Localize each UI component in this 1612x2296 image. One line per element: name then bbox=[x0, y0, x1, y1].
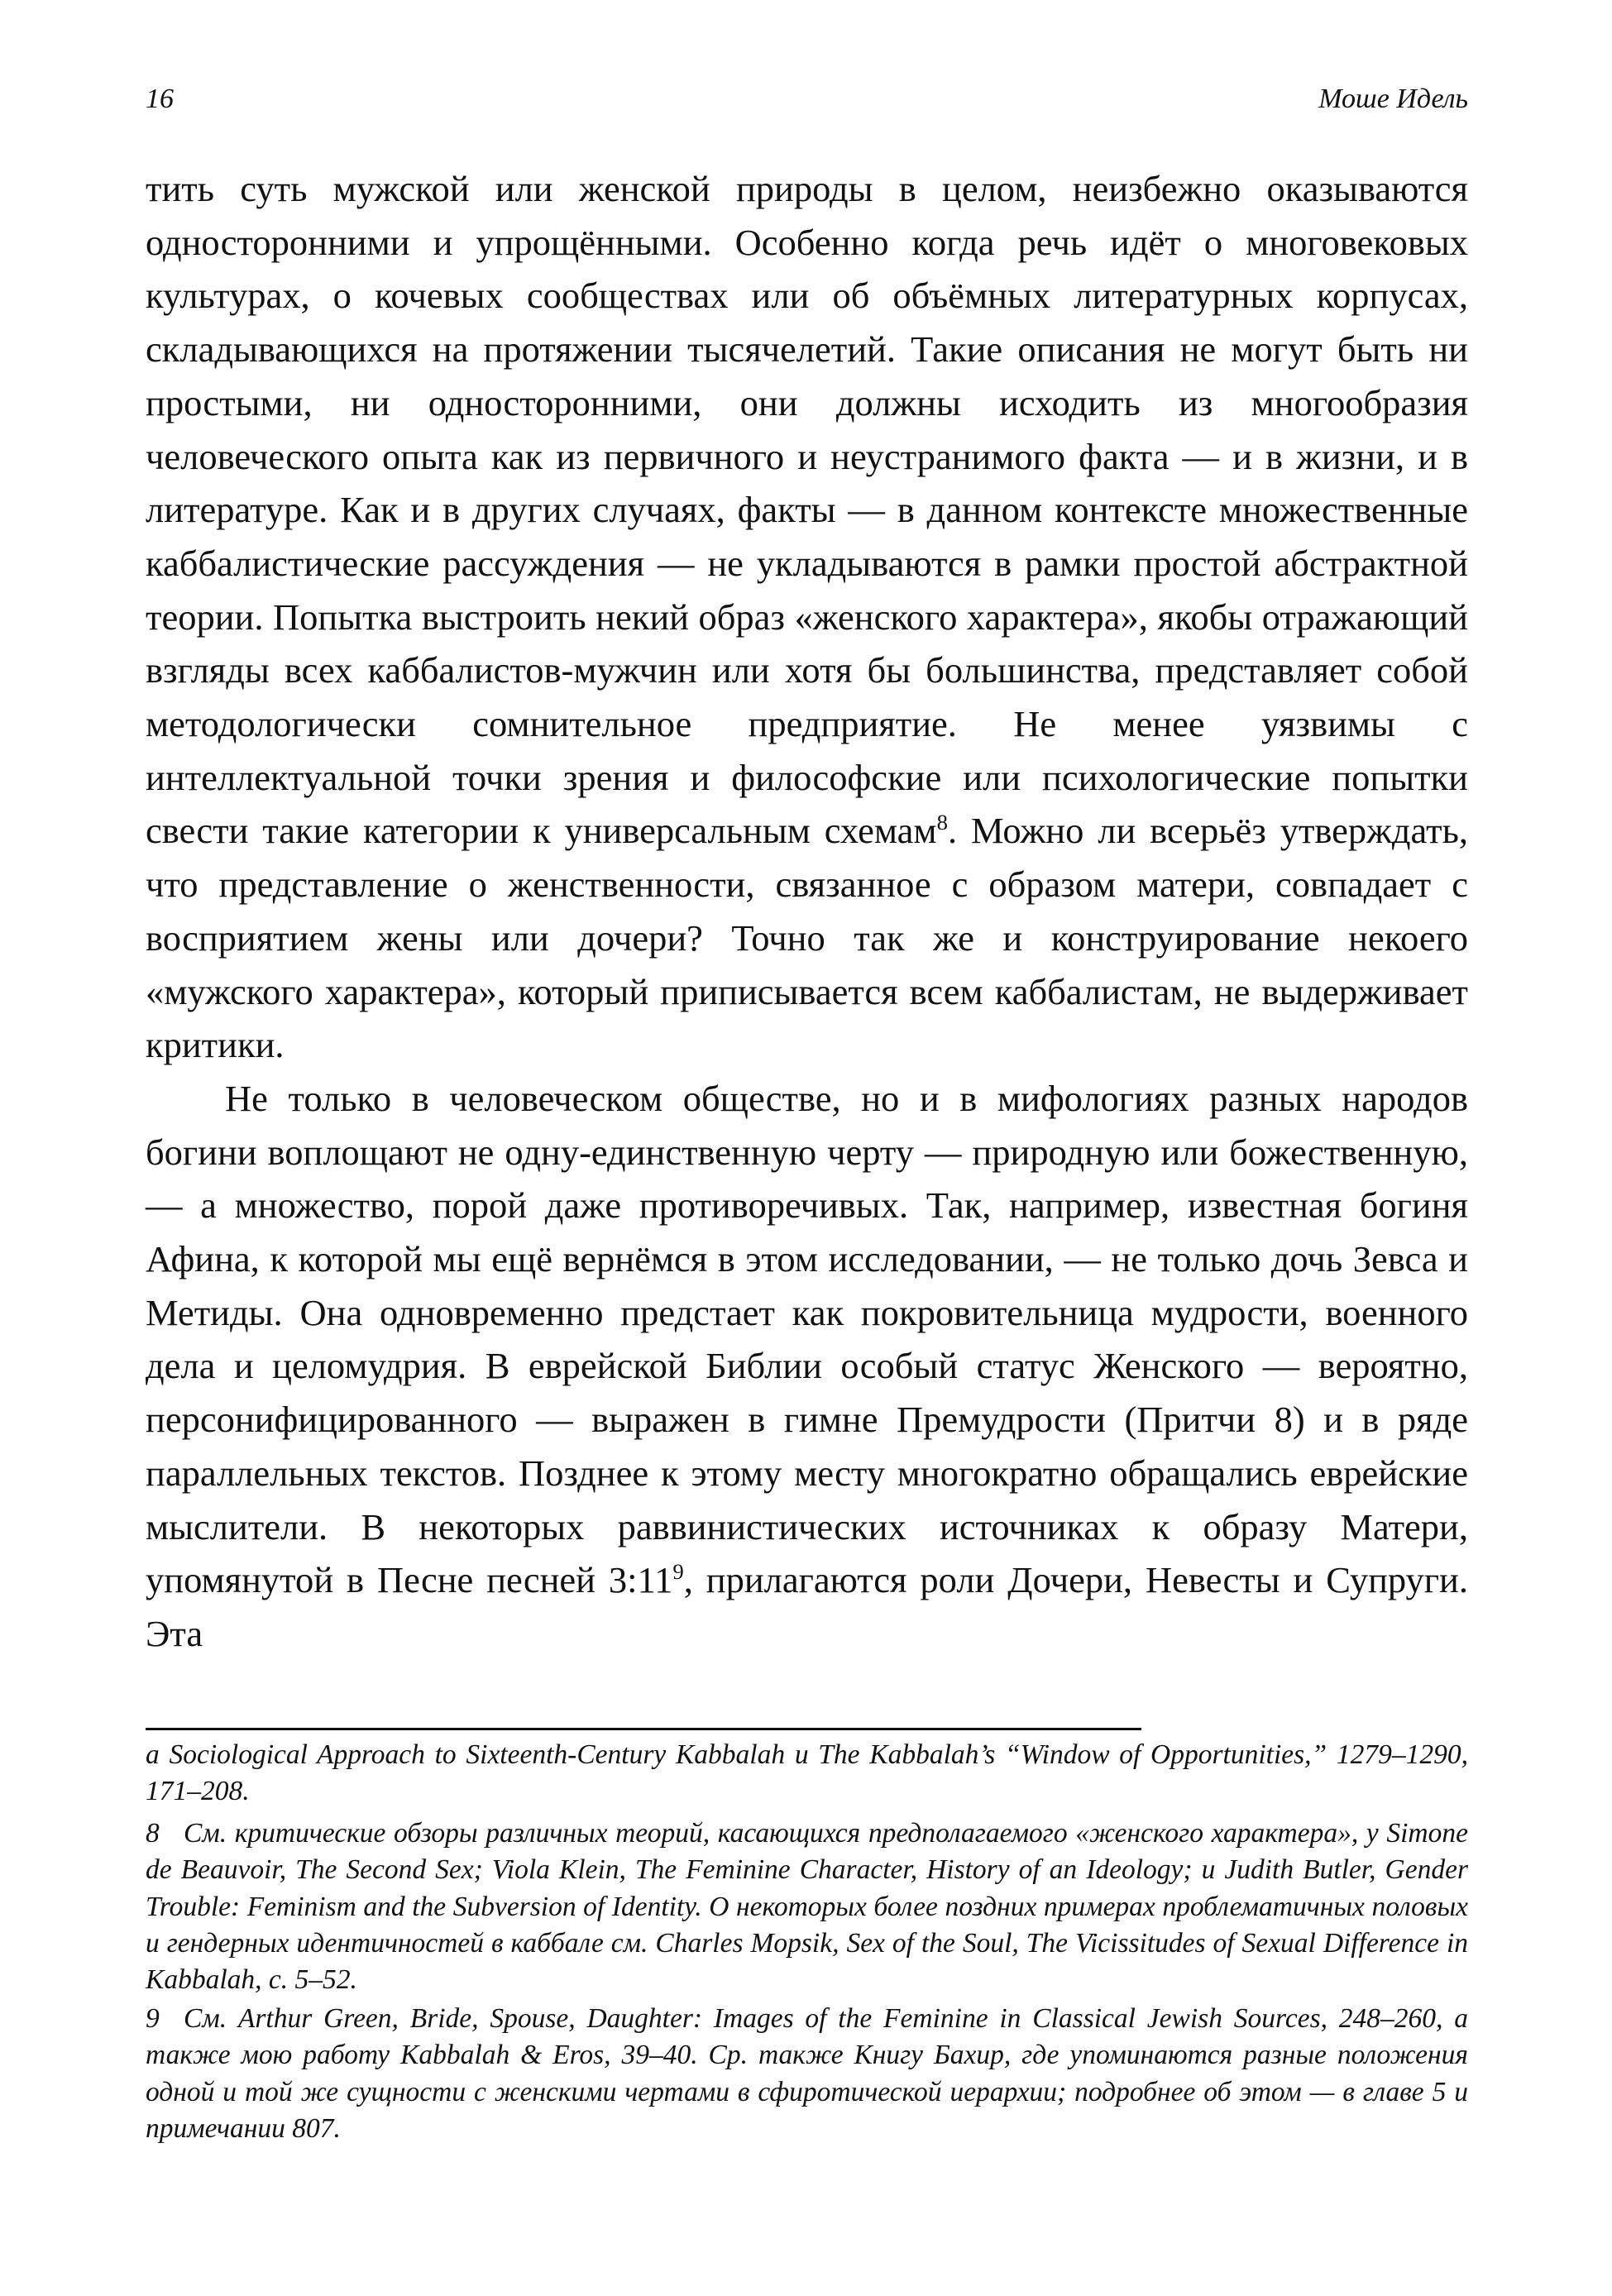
footnote-separator bbox=[146, 1728, 1141, 1730]
footnote-8-number: 8 bbox=[146, 1817, 160, 1849]
paragraph-1 bbox=[146, 162, 1468, 1072]
running-title: Моше Идель bbox=[1318, 84, 1468, 114]
paragraph-2-text-a: Не только в человеческом обществе, но и в мифологиях разных народов богини воплощают не одну-единственную черту — природную или божественную, — а множество, порой даже противоречивых. Так, например, известная богиня Афина, к которой мы ещё вернёмся в этом исследовании, — не только дочь Зевса и Метиды. Она одновременно предстает как покровительница мудрости, военного дела и целомудрия. В еврейской Библии особый статус Женского — вероятно, персонифицированного — выражен в гимне Премудрости (Притчи 8) и в ряде параллельных текстов. Позднее к этому месту многократно обращались еврейские мыслители. В некоторых раввинистических источниках к образу Матери, упомянутой в Песне песней 3:11 bbox=[146, 1077, 1468, 1601]
paragraph-1-text-b: . Можно ли всерьёз утверждать, что представление о женственности, связанное с образом матери, совпадает с восприятием жены или дочери? Точно так же и конструирование некоего «мужского характера», который приписывается всем каббалистам, не выдерживает критики. bbox=[146, 810, 1468, 1066]
footnote-8-text: См. критические обзоры различных теорий, касающихся предполагаемого «женского характера», у Simone de Beauvoir, The Second Sex; Viola Klein, The Feminine Character, History of an Ideology; и Judith Butler, Gender Trouble: Feminism and the Subversion of Identity. О некоторых более поздних примерах проблематичных половых и гендерных идентичностей в каббале см. Charles Mopsik, Sex of the Soul, The Vicissitudes of Sexual Difference in Kabbalah, с. 5–52. bbox=[146, 1817, 1468, 1996]
running-header bbox=[146, 83, 1468, 116]
footnotes bbox=[146, 1737, 1468, 2149]
paragraph-2-text-b: , прилагаются роли Дочери, Невесты и Супруги. Эта bbox=[146, 1559, 1468, 1654]
main-text bbox=[146, 162, 1468, 1661]
page-number: 16 bbox=[146, 84, 174, 114]
paragraph-2 bbox=[146, 1072, 1468, 1661]
footnote-9-number: 9 bbox=[146, 2002, 160, 2034]
footnote-9 bbox=[146, 2001, 1468, 2148]
footnote-8 bbox=[146, 1815, 1468, 1999]
footnote-continuation: a Sociological Approach to Sixteenth-Century Kabbalah и The Kabbalah’s “Window of Opportunities,” 1279–1290, 171–208. bbox=[146, 1739, 1468, 1807]
footnote-ref-9[interactable]: 9 bbox=[672, 1559, 684, 1585]
paragraph-1-text-a: тить суть мужской или женской природы в целом, неизбежно оказываются односторонними и упрощёнными. Особенно когда речь идёт о многовековых культурах, о кочевых сообществах или об объёмных литературных корпусах, складывающихся на протяжении тысячелетий. Такие описания не могут быть ни простыми, ни односторонними, они должны исходить из многообразия человеческого опыта как из первичного и неустранимого факта — и в жизни, и в литературе. Как и в других случаях, факты — в данном контексте множественные каббалистические рассуждения — не укладываются в рамки простой абстрактной теории. Попытка выстроить некий образ «женского характера», якобы отражающий взгляды всех каббалистов-мужчин или хотя бы большинства, представляет собой методологически сомнительное предприятие. Не менее уязвимы с интеллектуальной точки зрения и философские или психологические попытки свести такие категории к универсальным схемам bbox=[146, 168, 1468, 852]
footnote-9-text: См. Arthur Green, Bride, Spouse, Daughter: Images of the Feminine in Classical Jewish Sources, 248–260, а также мою работу Kabbalah & Eros, 39–40. Ср. также Книгу Бахир, где упоминаются разные положения одной и той же сущности с женскими чертами в сфиротической иерархии; подробнее об этом — в главе 5 и примечании 807. bbox=[146, 2002, 1468, 2145]
footnote-ref-8[interactable]: 8 bbox=[936, 810, 948, 835]
